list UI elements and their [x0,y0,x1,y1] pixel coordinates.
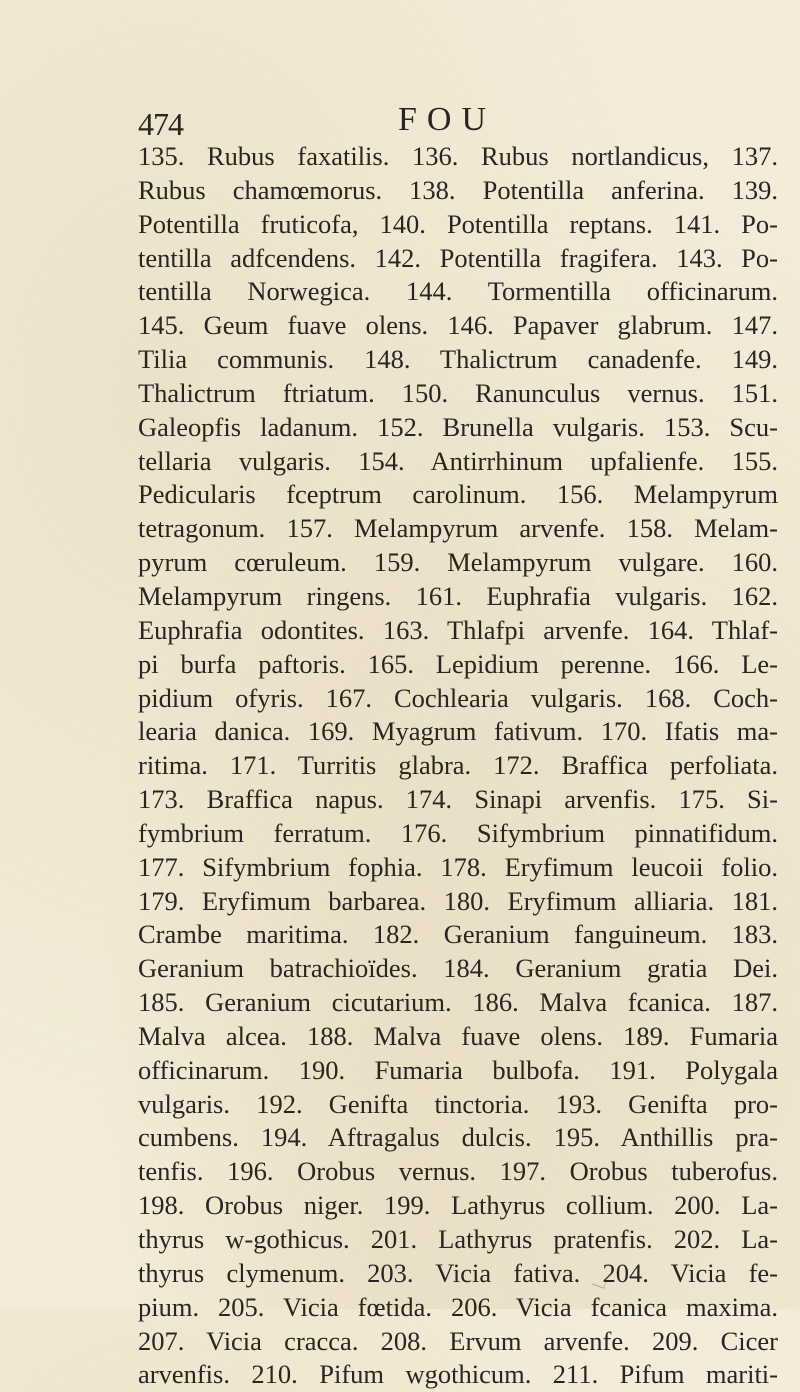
text-line: pi burfa paftoris. 165. Lepidium perenne. 166. Le- [138,648,778,679]
text-line: Pedicularis fceptrum carolinum. 156. Melampyrum [138,479,778,510]
text-line: 198. Orobus niger. 199. Lathyrus collium. 200. La- [138,1190,778,1221]
text-line: vulgaris. 192. Genifta tinctoria. 193. Genifta pro- [138,1088,778,1119]
text-line: tellaria vulgaris. 154. Antirrhinum upfalienfe. 155. [138,445,778,476]
text-line: 135. Rubus faxatilis. 136. Rubus nortlandicus, 137. [138,141,778,171]
text-line: Rubus chamœmorus. 138. Potentilla anferina. 139. [138,174,778,205]
text-line: 173. Braffica napus. 174. Sinapi arvenfis. 175. Si- [138,784,778,815]
text-line: officinarum. 190. Fumaria bulbofa. 191. Polygala [138,1054,778,1085]
text-line: Crambe maritima. 182. Geranium fanguineum. 183. [138,919,778,950]
text-line: 207. Vicia cracca. 208. Ervum arvenfe. 209. Cicer [138,1325,778,1356]
text-line: Melampyrum ringens. 161. Euphrafia vulgaris. 162. [138,580,778,611]
text-line: pidium ofyris. 167. Cochlearia vulgaris. 168. Coch- [138,682,778,713]
text-line: pyrum cœruleum. 159. Melampyrum vulgare. 160. [138,547,778,578]
text-line: Galeopfis ladanum. 152. Brunella vulgaris. 153. Scu- [138,411,778,442]
text-line: Geranium batrachioïdes. 184. Geranium gratia Dei. [138,953,778,984]
text-line: Thalictrum ftriatum. 150. Ranunculus vernus. 151. [138,377,778,408]
text-line: tetragonum. 157. Melampyrum arvenfe. 158. Melam- [138,513,778,544]
text-line: ritima. 171. Turritis glabra. 172. Braffica perfoliata. [138,750,778,781]
running-head: FOU [398,101,497,138]
text-line: Malva alcea. 188. Malva fuave olens. 189. Fumaria [138,1020,778,1051]
text-line: Euphrafia odontites. 163. Thlafpi arvenfe. 164. Thlaf- [138,614,778,645]
text-line: 177. Sifymbrium fophia. 178. Eryfimum leucoii folio. [138,851,778,882]
text-line: thyrus clymenum. 203. Vicia fativa. 204. Vicia fe- [138,1257,778,1288]
body-text [138,140,778,1392]
text-line: 185. Geranium cicutarium. 186. Malva fcanica. 187. [138,987,778,1018]
text-line: thyrus w-gothicus. 201. Lathyrus pratenfis. 202. La- [138,1224,778,1254]
text-line: fymbrium ferratum. 176. Sifymbrium pinnatifidum. [138,817,778,848]
text-line: 145. Geum fuave olens. 146. Papaver glabrum. 147. [138,310,778,341]
page-number: 474 [138,106,183,142]
text-line: tentilla adfcendens. 142. Potentilla fragifera. 143. Po- [138,242,778,273]
text-line: cumbens. 194. Aftragalus dulcis. 195. Anthillis pra- [138,1122,778,1153]
text-line: tentilla Norwegica. 144. Tormentilla officinarum. [138,276,778,307]
text-line: Potentilla fruticofa, 140. Potentilla reptans. 141. Po- [138,208,778,239]
text-line: pium. 205. Vicia fœtida. 206. Vicia fcanica maxima. [138,1291,778,1322]
text-line: arvenfis. 210. Pifum wgothicum. 211. Pifum mariti- [138,1359,778,1390]
text-line: Tilia communis. 148. Thalictrum canadenfe. 149. [138,344,778,375]
text-line: tenfis. 196. Orobus vernus. 197. Orobus tuberofus. [138,1156,778,1187]
text-line: 179. Eryfimum barbarea. 180. Eryfimum alliaria. 181. [138,885,778,916]
text-line: learia danica. 169. Myagrum fativum. 170. Ifatis ma- [138,716,778,747]
page-header [0,96,800,146]
